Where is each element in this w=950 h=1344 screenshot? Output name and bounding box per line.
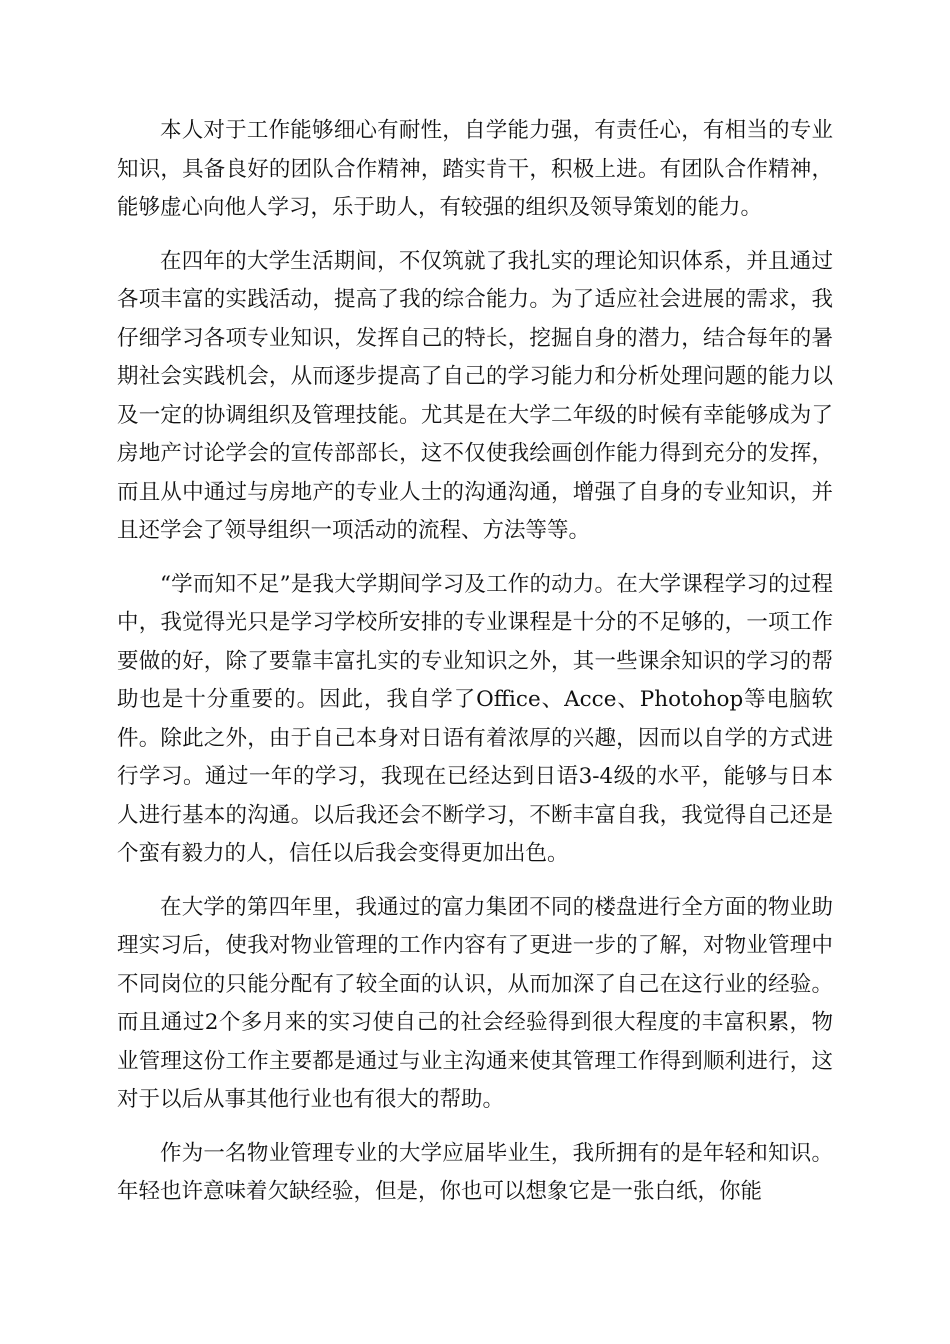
paragraph-self-assessment: 本人对于工作能够细心有耐性，自学能力强，有责任心，有相当的专业知识，具备良好的团队合作精神，踏实肯干，积极上进。有团队合作精神，能够虚心向他人学习，乐于助人，有较强的组织及领导策划的能力。 xyxy=(117,118,833,220)
document-body xyxy=(117,112,833,1227)
paragraph-internship: 在大学的第四年里，我通过的富力集团不同的楼盘进行全方面的物业助理实习后，使我对物业管理的工作内容有了更进一步的了解，对物业管理中不同岗位的只能分配有了较全面的认识，从而加深了自己在这行业的经验。而且通过2个多月来的实习使自己的社会经验得到很大程度的丰富积累，物业管理这份工作主要都是通过与业主沟通来使其管理工作得到顺利进行，这对于以后从事其他行业也有很大的帮助。 xyxy=(117,894,833,1112)
paragraph-self-study: “学而知不足”是我大学期间学习及工作的动力。在大学课程学习的过程中，我觉得光只是学习学校所安排的专业课程是十分的不足够的，一项工作要做的好，除了要靠丰富扎实的专业知识之外，其一些课余知识的学习的帮助也是十分重要的。因此，我自学了Office、Acce、Photohop等电脑软件。除此之外，由于自己本身对日语有着浓厚的兴趣，因而以自学的方式进行学习。通过一年的学习，我现在已经达到日语3-4级的水平，能够与日本人进行基本的沟通。以后我还会不断学习，不断丰富自我，我觉得自己还是个蛮有毅力的人，信任以后我会变得更加出色。 xyxy=(117,571,833,866)
paragraph-university-life: 在四年的大学生活期间，不仅筑就了我扎实的理论知识体系，并且通过各项丰富的实践活动，提高了我的综合能力。为了适应社会进展的需求，我仔细学习各项专业知识，发挥自己的特长，挖掘自身的潜力，结合每年的暑期社会实践机会，从而逐步提高了自己的学习能力和分析处理问题的能力以及一定的协调组织及管理技能。尤其是在大学二年级的时候有幸能够成为了房地产讨论学会的宣传部部长，这不仅使我绘画创作能力得到充分的发挥，而且从中通过与房地产的专业人士的沟通沟通，增强了自身的专业知识，并且还学会了领导组织一项活动的流程、方法等等。 xyxy=(117,248,833,543)
paragraph-graduate: 作为一名物业管理专业的大学应届毕业生，我所拥有的是年轻和知识。年轻也许意味着欠缺经验，但是，你也可以想象它是一张白纸，你能 xyxy=(117,1140,833,1204)
